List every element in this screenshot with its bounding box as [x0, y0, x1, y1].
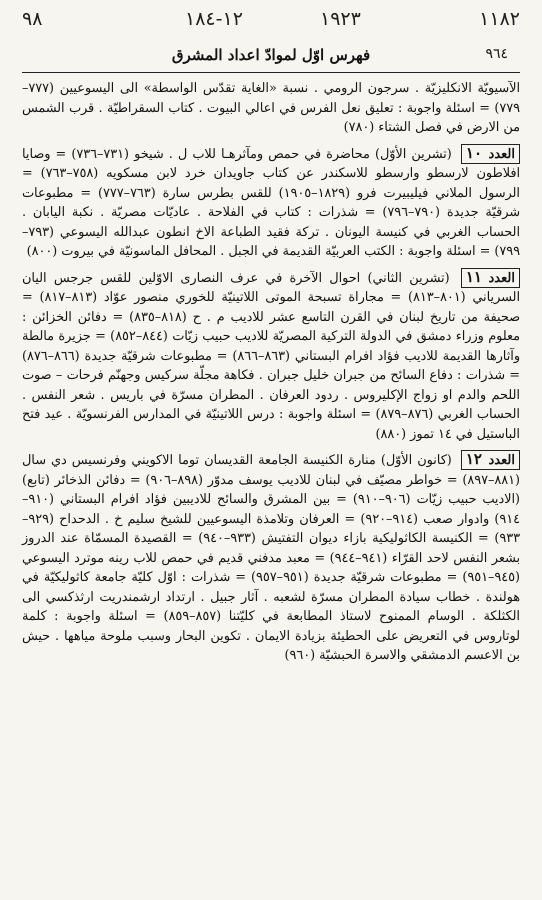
issue-10-paragraph: [22, 144, 520, 262]
handwritten-year: ١٩٢٣: [320, 8, 361, 30]
page-title: فهرس اوّل لموادّ اعداد المشرق: [171, 46, 371, 64]
issue-10-number: ١٠: [465, 143, 483, 162]
intro-paragraph: [22, 79, 520, 138]
handwritten-note-middle: ١٢-١٨٤: [185, 8, 243, 30]
header-rule: [22, 72, 520, 73]
issue-12-paragraph: [22, 450, 520, 666]
handwritten-note-left: ٩٨: [22, 8, 43, 30]
issue-10-label: العدد ١٠: [461, 144, 520, 164]
issue-12-label: العدد ١٢: [461, 450, 520, 470]
index-body: [22, 79, 520, 672]
issue-12-month: (كانون الأوّل): [380, 453, 452, 468]
issue-11-paragraph: [22, 268, 520, 445]
page-header: [22, 46, 520, 68]
issue-11-number: ١١: [465, 267, 482, 286]
issue-11-month: (تشرين الثاني): [367, 270, 450, 286]
page-number: ٩٦٤: [485, 46, 508, 62]
handwritten-note-right: ١١٨٢: [479, 8, 520, 30]
issue-11-text: احوال الآخرة في عرف النصارى الاوّلين للقس جرجس اليان السرياني (٨٠١–٨١٣) = مجاراة تسبحة الموتى اللاتينيّة للخوري منصور عوّاد (٨١٣–٨١٧) = صحيفة من تاريخ لبنان في القرن التاسع عشر للاديب م . ح (٨١٨–٨٣٥) = دفائن الخزائن : معلوم وزراء دمشق في الدولة التركية المصريّة للاديب حبيب زيّات (٨٤٤–٨٥٢) = جزيرة مالطة وآثارها القديمة للاديب فؤاد افرام البستاني (٨٦٣–٨٦٦) = مطبوعات شرقيّة جديدة (٨٦٦–٨٧٦) = شذرات : دفاع السائح من جبران خليل جبران . فكاهة مجلّة سركيس وجهنّم فرحات – صوت اللحم والدم او زواج الإكليروس . ردود العرفان . المطران مسرّة في باريس . شعر النفس . الحساب الغربي (٨٧٦–٨٧٩) = اسئلة واجوبة : درس اللاتينيّة في المدارس الفرنسويّة . عيد فتح الباستيل في ١٤ تموز (٨٨٠): [22, 270, 521, 442]
issue-10-month: (تشرين الأوّل): [374, 146, 452, 162]
issue-11-label: العدد ١١: [461, 268, 520, 288]
intro-text: الآسيويّة الانكليزيّة . سرجون الرومي . نسبة «الغاية تقدّس الواسطة» الى اليسوعيين (٧٧٧–٧٧٩) = اسئلة واجوبة : تعليق نعل الفرس في اعالي البيوت . كتاب السقراطيّة . قرب الشمس من الارض في فصل الشتاء (٧٨٠): [22, 81, 520, 135]
issue-10-text: محاضرة في حمص ومآثرهـا للاب ل . شيخو (٧٣١–٧٣٦) = وصايا افلاطون لارسطو وارسطو للاسكندر عن كتاب جاويدان خرد لابن مسكويه (٧٥٨–٧٦٣) = الرسول الملاني فيليبيرت فرو (١٨٢٩–١٩٠٥) للقس بطرس سارة (٧٦٣–٧٧٧) = مطبوعات شرقيّة جديدة (٧٩٠–٧٩٦) = شذرات : كتاب في الفلاحة . عاديّات مصريّة . نكبة اليابان . الحساب الغربي في كنيسة اليونان . تركة فقيد الطباعة الاخ انطون عبدالله اليسوعي (٧٩٣–٧٩٩) = اسئلة واجوبة : الكتب العربيّة القديمة في الجبل . المحافل الماسونيّة في بيروت (٨٠٠): [22, 146, 520, 259]
issue-12-number: ١٢: [465, 450, 482, 468]
issue-12-text: منارة الكنيسة الجامعة القديسان توما الاكويني وفرنسيس دي سال (٨٨١–٨٩٧) = خواطر مصيّف في لبنان للاديب يوسف مدوّر (٨٩٨–٩٠٦) = دفائن الذخائر (تابع) (الاديب حبيب زيّات (٩٠٦–٩١٠) = بين المشرق والسائح للاديبين فؤاد افرام البستاني (٩١٠–٩١٤) وادوار صعب (٩١٤–٩٢٠) = العرفان وتلامذة اليسوعيين للشيخ سليم خ . الدحداح (٩٢٩–٩٣٣) = الكنيسة الكاثوليكية بازاء ديوان التفتيش (٩٣٣–٩٤٠) = القصيدة المسمّاة عند الدروز بشعر النفس لاحد القرّاء (٩٤١–٩٤٤) = معبد مدفني قديم في حمص للاب رينه موترد اليسوعي (٩٤٥–٩٥١) = مطبوعات شرقيّة جديدة (٩٥١–٩٥٧) = شذرات : اوّل كليّة جامعة كاثوليكيّة في هولندة . خطاب سيادة المطران مسرّة لشعبه . آثار جبيل . ارتداد ارشمندريت ارثذكسي الى الكثلكة . الوسام الممنوح لاستاذ المطابعة في كليّتنا (٨٥٧–٨٥٩) = اسئلة واجوبة : كلمة لوتاروس في التعريض على الحطيئة بزيادة الايمان . تكوين البحار وسبب ملوحة مياهها . حيش بن الاعسم الدمشقي والاسرة الحبشيّة (٩٦٠): [22, 453, 521, 663]
